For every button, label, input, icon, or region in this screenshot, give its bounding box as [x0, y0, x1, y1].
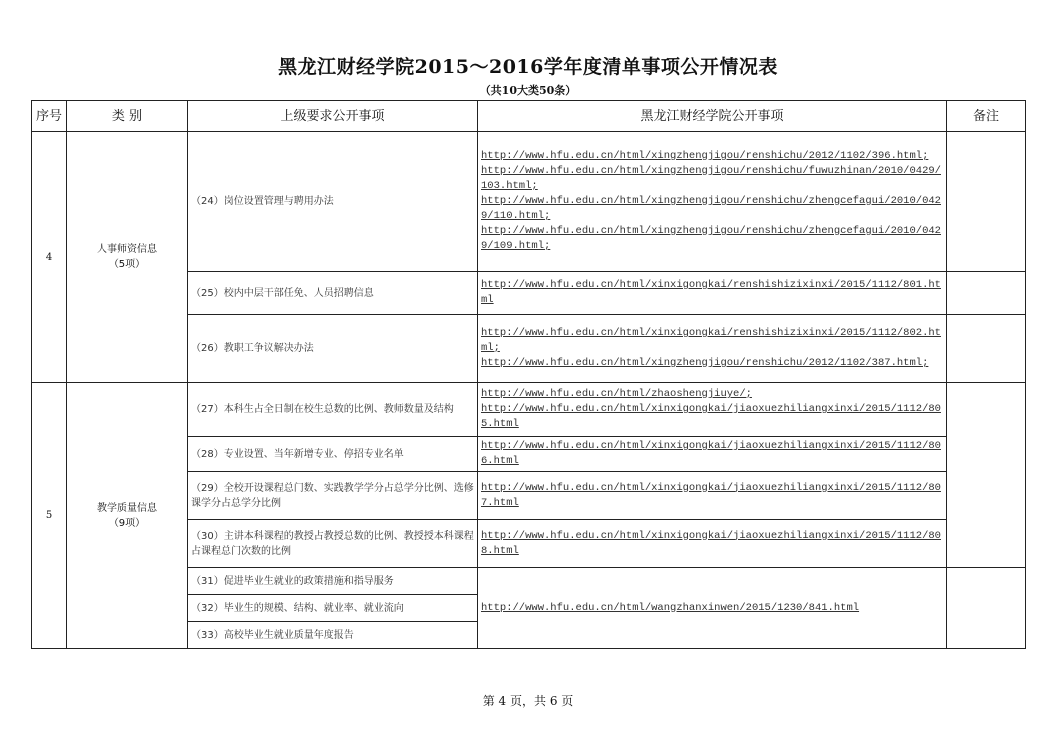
item-cell: （32）毕业生的规模、结构、就业率、就业流向 [188, 595, 478, 622]
link-cell [478, 272, 947, 315]
table-header-row [32, 101, 1026, 132]
table-row [32, 383, 1026, 437]
table-row [32, 132, 1026, 272]
disclosure-link[interactable]: http://www.hfu.edu.cn/html/xinxigongkai/jiaoxuezhiliangxinxi/2015/1112/805.html [481, 403, 941, 430]
category-cell [67, 383, 188, 649]
category-name: 教学质量信息 [97, 502, 157, 514]
item-cell: （25）校内中层干部任免、人员招聘信息 [188, 272, 478, 315]
item-cell: （27）本科生占全日制在校生总数的比例、教师数量及结构 [188, 383, 478, 437]
category-cell [67, 132, 188, 383]
link-cell [478, 132, 947, 272]
disclosure-link[interactable]: http://www.hfu.edu.cn/html/xingzhengjigou/renshichu/2012/1102/396.html; [481, 150, 929, 162]
item-cell: （24）岗位设置管理与聘用办法 [188, 132, 478, 272]
disclosure-link[interactable]: http://www.hfu.edu.cn/html/xinxigongkai/renshishizixinxi/2015/1112/802.html; [481, 327, 941, 354]
disclosure-link[interactable]: http://www.hfu.edu.cn/html/zhaoshengjiuye/; [481, 388, 752, 400]
group-number: 5 [32, 383, 67, 649]
disclosure-link[interactable]: http://www.hfu.edu.cn/html/xingzhengjigou/renshichu/zhengcefagui/2010/0429/109.html; [481, 225, 941, 252]
link-cell [478, 315, 947, 383]
category-name: 人事师资信息 [97, 244, 157, 255]
item-cell: （30）主讲本科课程的教授占教授总数的比例、教授授本科课程占课程总门次数的比例 [188, 520, 478, 568]
page-title: 黑龙江财经学院2015～2016学年度清单事项公开情况表 [278, 56, 778, 78]
header-upper-items: 上级要求公开事项 [188, 101, 478, 132]
category-count: （9项） [108, 517, 146, 529]
disclosure-link[interactable]: http://www.hfu.edu.cn/html/xinxigongkai/renshishizixinxi/2015/1112/801.html [481, 279, 941, 306]
link-cell [478, 520, 947, 568]
item-cell: （26）教职工争议解决办法 [188, 315, 478, 383]
group-number: 4 [32, 132, 67, 383]
remark-cell [947, 272, 1026, 315]
disclosure-table [31, 100, 1026, 649]
page-subtitle: （共10大类50条） [479, 84, 577, 97]
item-cell: （28）专业设置、当年新增专业、停招专业名单 [188, 437, 478, 472]
remark-cell [947, 383, 1026, 568]
disclosure-link[interactable]: http://www.hfu.edu.cn/html/wangzhanxinwen/2015/1230/841.html [481, 601, 860, 614]
disclosure-link[interactable]: http://www.hfu.edu.cn/html/xingzhengjigou/renshichu/fuwuzhinan/2010/0429/103.html; [481, 165, 941, 192]
item-cell: （29）全校开设课程总门数、实践教学学分占总学分比例、选修课学分占总学分比例 [188, 472, 478, 520]
page-footer: 第 4 页，共 6 页 [482, 694, 574, 708]
remark-cell [947, 568, 1026, 649]
disclosure-link[interactable]: http://www.hfu.edu.cn/html/xingzhengjigou/renshichu/zhengcefagui/2010/0429/110.html; [481, 195, 941, 222]
disclosure-link[interactable]: http://www.hfu.edu.cn/html/xinxigongkai/jiaoxuezhiliangxinxi/2015/1112/806.html [481, 440, 941, 467]
header-category: 类 别 [67, 101, 188, 132]
link-cell [478, 472, 947, 520]
item-cell: （31）促进毕业生就业的政策措施和指导服务 [188, 568, 478, 595]
header-remark: 备注 [947, 101, 1026, 132]
header-no: 序号 [32, 101, 67, 132]
header-school-items: 黑龙江财经学院公开事项 [478, 101, 947, 132]
item-cell: （33）高校毕业生就业质量年度报告 [188, 622, 478, 649]
disclosure-link[interactable]: http://www.hfu.edu.cn/html/xingzhengjigou/renshichu/2012/1102/387.html; [481, 357, 929, 369]
link-cell [478, 383, 947, 437]
remark-cell [947, 132, 1026, 272]
link-cell [478, 568, 947, 649]
disclosure-link[interactable]: http://www.hfu.edu.cn/html/xinxigongkai/jiaoxuezhiliangxinxi/2015/1112/808.html [481, 529, 941, 557]
disclosure-link[interactable]: http://www.hfu.edu.cn/html/xinxigongkai/jiaoxuezhiliangxinxi/2015/1112/807.html [481, 481, 941, 509]
category-count: （5项） [108, 259, 146, 270]
link-cell [478, 437, 947, 472]
remark-cell [947, 315, 1026, 383]
